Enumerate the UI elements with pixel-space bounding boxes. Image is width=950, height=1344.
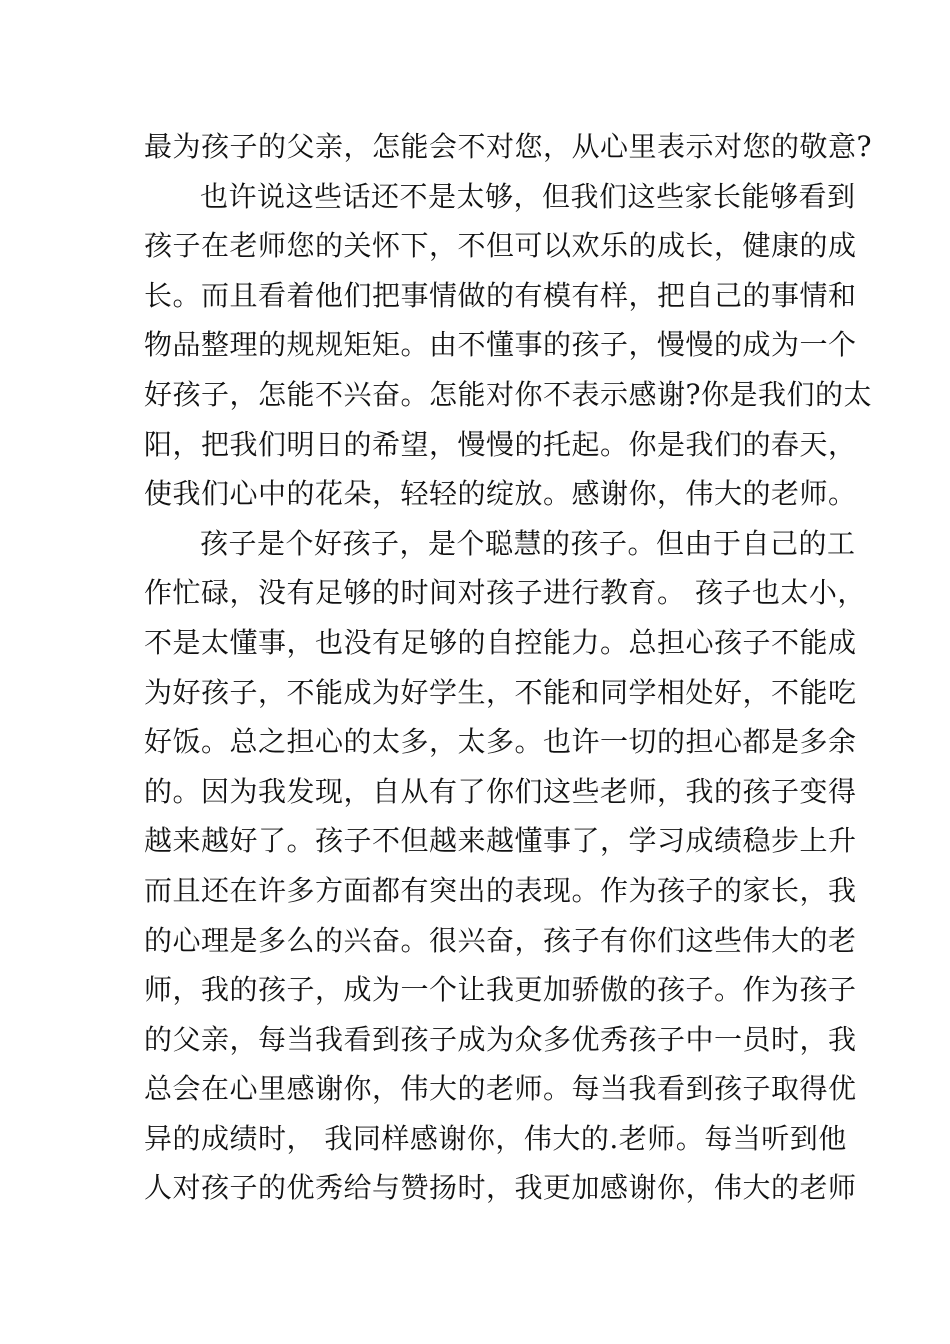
text-line: 越来越好了。孩子不但越来越懂事了，学习成绩稳步上升: [144, 824, 857, 858]
paragraph-start-line: 也许说这些话还不是太够，但我们这些家长能够看到: [200, 179, 856, 213]
text-line: 异的成绩时， 我同样感谢你，伟大的.老师。每当听到他: [144, 1121, 847, 1155]
text-line: 好孩子，怎能不兴奋。怎能对你不表示感谢?你是我们的太: [144, 377, 873, 411]
text-line: 师，我的孩子，成为一个让我更加骄傲的孩子。作为孩子: [144, 973, 857, 1007]
text-line: 而且还在许多方面都有突出的表现。作为孩子的家长，我: [144, 873, 857, 907]
text-line: 的。因为我发现，自从有了你们这些老师，我的孩子变得: [144, 774, 857, 808]
text-line: 作忙碌，没有足够的时间对孩子进行教育。 孩子也太小，: [144, 576, 866, 610]
text-line: 长。而且看着他们把事情做的有模有样，把自己的事情和: [144, 278, 857, 312]
body-text: [144, 122, 873, 1213]
text-line: 人对孩子的优秀给与赞扬时，我更加感谢你，伟大的老师: [144, 1171, 857, 1205]
text-line: 最为孩子的父亲，怎能会不对您，从心里表示对您的敬意?: [144, 130, 873, 163]
text-line: 总会在心里感谢你，伟大的老师。每当我看到孩子取得优: [144, 1072, 857, 1106]
text-line: 不是太懂事，也没有足够的自控能力。总担心孩子不能成: [144, 625, 857, 659]
text-line: 的心理是多么的兴奋。很兴奋，孩子有你们这些伟大的老: [144, 923, 857, 957]
text-line: 好饭。总之担心的太多，太多。也许一切的担心都是多余: [144, 725, 857, 759]
text-line: 阳，把我们明日的希望，慢慢的托起。你是我们的春天，: [144, 427, 857, 461]
text-line: 的父亲，每当我看到孩子成为众多优秀孩子中一员时，我: [144, 1022, 857, 1056]
paragraph-start-line: 孩子是个好孩子，是个聪慧的孩子。但由于自己的工: [200, 526, 856, 560]
text-line: 为好孩子，不能成为好学生，不能和同学相处好，不能吃: [144, 675, 857, 709]
text-line: 孩子在老师您的关怀下，不但可以欢乐的成长，健康的成: [144, 229, 857, 263]
text-line: 使我们心中的花朵，轻轻的绽放。感谢你，伟大的老师。: [144, 477, 857, 511]
text-line: 物品整理的规规矩矩。由不懂事的孩子，慢慢的成为一个: [144, 328, 857, 362]
